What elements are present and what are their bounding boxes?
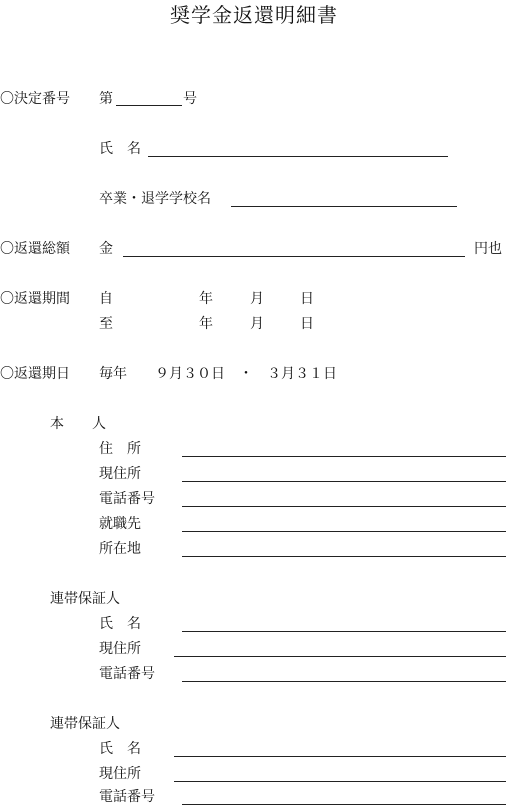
person-location-field[interactable] xyxy=(182,556,506,557)
guarantor2-name-field[interactable] xyxy=(174,756,506,757)
guarantor1-phone-field[interactable] xyxy=(182,681,506,682)
from-year-label: 年 xyxy=(199,291,213,307)
person-address-field[interactable] xyxy=(182,456,506,457)
person-heading: 本 人 xyxy=(50,416,106,432)
guarantor2-phone-label: 電話番号 xyxy=(99,789,155,805)
school-field[interactable] xyxy=(231,206,457,207)
guarantor2-address-field[interactable] xyxy=(174,781,506,782)
guarantor2-phone-field[interactable] xyxy=(182,804,506,805)
guarantor1-phone-label: 電話番号 xyxy=(99,666,155,682)
guarantor2-name-label: 氏 名 xyxy=(99,741,141,757)
person-location-label: 所在地 xyxy=(99,541,141,557)
person-employer-label: 就職先 xyxy=(99,516,141,532)
person-current-address-field[interactable] xyxy=(182,481,506,482)
guarantor1-address-field[interactable] xyxy=(174,656,506,657)
due-date-text: 毎年 ９月３０日 ・ ３月３１日 xyxy=(99,366,337,382)
total-amount-label: 〇返還総額 xyxy=(0,241,70,257)
period-from-label: 自 xyxy=(99,291,113,307)
dai-label: 第 xyxy=(99,91,113,107)
person-current-address-label: 現住所 xyxy=(99,466,141,482)
to-month-label: 月 xyxy=(250,316,264,332)
kin-label: 金 xyxy=(99,241,113,257)
name-label: 氏 名 xyxy=(99,141,141,157)
gou-label: 号 xyxy=(183,91,197,107)
due-date-label: 〇返還期日 xyxy=(0,366,70,382)
person-phone-label: 電話番号 xyxy=(99,491,155,507)
period-to-label: 至 xyxy=(99,316,113,332)
guarantor1-address-label: 現住所 xyxy=(99,641,141,657)
page-title: 奨学金返還明細書 xyxy=(170,3,338,27)
to-year-label: 年 xyxy=(199,316,213,332)
from-day-label: 日 xyxy=(300,291,314,307)
decision-number-label: 〇決定番号 xyxy=(0,91,70,107)
yen-nari-label: 円也 xyxy=(474,241,502,257)
total-amount-field[interactable] xyxy=(123,256,465,257)
from-month-label: 月 xyxy=(250,291,264,307)
school-label: 卒業・退学学校名 xyxy=(99,191,211,207)
person-address-label: 住 所 xyxy=(99,441,141,457)
guarantor1-name-label: 氏 名 xyxy=(99,616,141,632)
decision-number-field[interactable] xyxy=(116,105,182,106)
guarantor1-name-field[interactable] xyxy=(182,631,506,632)
guarantor1-heading: 連帯保証人 xyxy=(50,591,120,607)
person-employer-field[interactable] xyxy=(182,531,506,532)
guarantor2-heading: 連帯保証人 xyxy=(50,716,120,732)
name-field[interactable] xyxy=(148,156,448,157)
person-phone-field[interactable] xyxy=(182,506,506,507)
period-label: 〇返還期間 xyxy=(0,291,70,307)
guarantor2-address-label: 現住所 xyxy=(99,766,141,782)
to-day-label: 日 xyxy=(300,316,314,332)
